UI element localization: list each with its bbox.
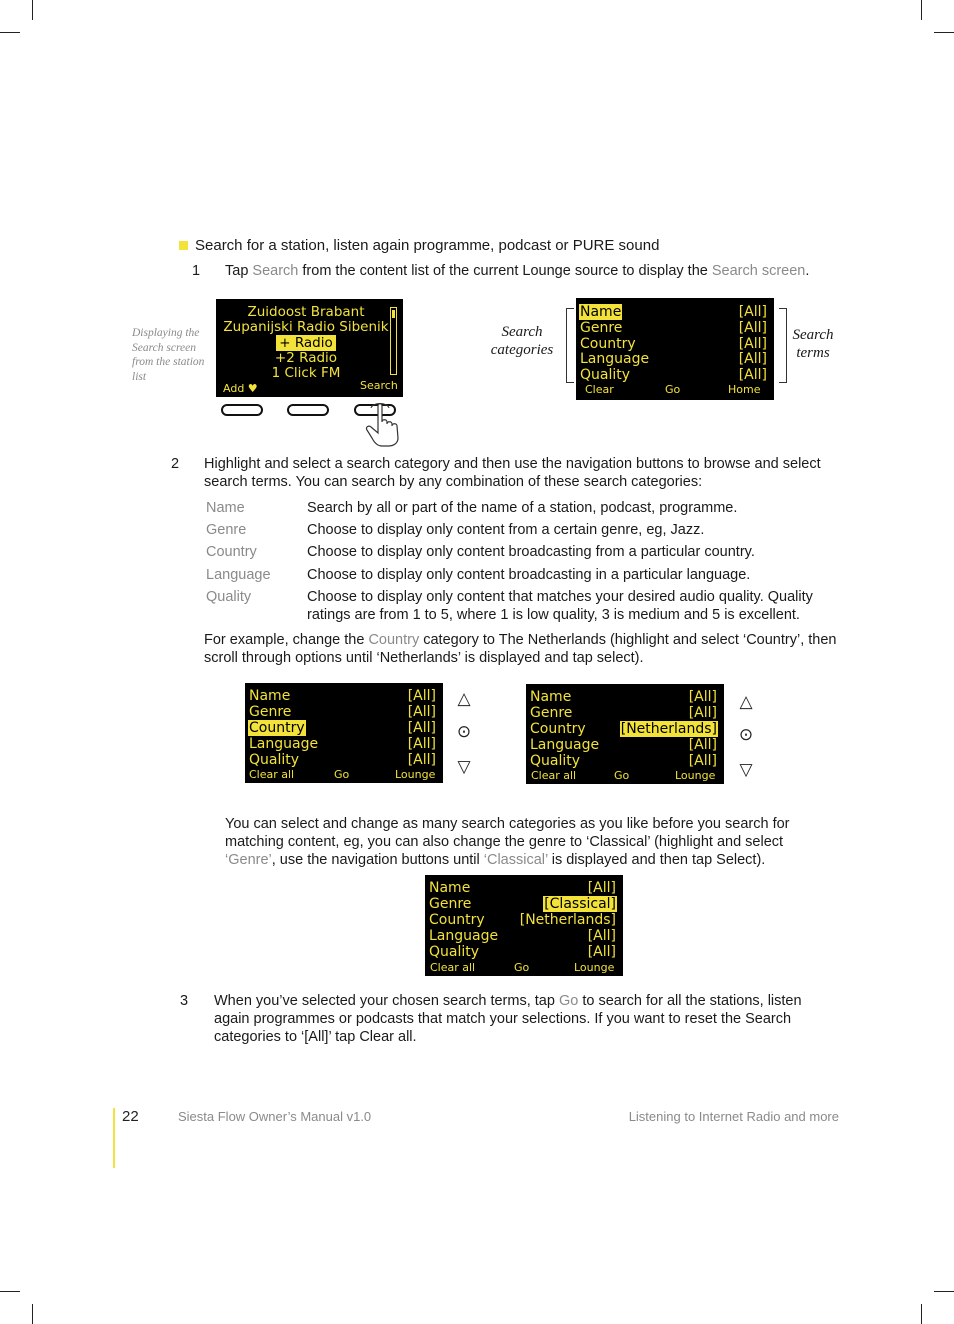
row-key: Language xyxy=(580,351,650,367)
nav-down-icon[interactable]: ▽ xyxy=(457,757,471,776)
search-row-genre[interactable] xyxy=(428,896,617,912)
search-row-language[interactable] xyxy=(529,737,718,753)
step1-pre: Tap xyxy=(225,263,253,279)
label-line: Search xyxy=(792,327,834,343)
station-line: Zupanijski Radio Sibenik xyxy=(223,319,389,335)
bullet-square-icon xyxy=(179,241,188,250)
category-name: Name xyxy=(206,500,245,516)
step3-pre: When you’ve selected your chosen search terms, tap xyxy=(214,993,559,1009)
label-search-terms xyxy=(790,326,836,362)
step1-post: . xyxy=(805,263,810,279)
search-row-genre[interactable] xyxy=(248,704,437,720)
clear-all-softkey-label: Clear all xyxy=(430,961,476,974)
footer-chapter-title: Listening to Internet Radio and more xyxy=(628,1109,839,1124)
page-number: 22 xyxy=(122,1108,139,1125)
lounge-softkey-label: Lounge xyxy=(395,768,436,781)
label-search-categories xyxy=(487,323,557,359)
para-line: matching content, eg, you can also change the genre to ‘Classical’ (highlight and select xyxy=(225,834,784,850)
row-value: [All] xyxy=(688,705,717,721)
row-key: Language xyxy=(429,928,499,944)
row-value: [All] xyxy=(407,704,436,720)
row-key: Genre xyxy=(429,896,472,912)
step3-number: 3 xyxy=(180,993,189,1009)
para-post: is displayed and then tap Select). xyxy=(547,852,766,868)
row-value: [All] xyxy=(738,367,767,383)
crop-mark xyxy=(921,0,922,20)
category-desc: Search by all or part of the name of a station, podcast, programme. xyxy=(307,500,738,516)
bracket-right xyxy=(779,308,787,383)
row-value: [All] xyxy=(688,753,717,769)
row-key: Name xyxy=(530,689,572,705)
softkey-middle-button[interactable] xyxy=(287,404,329,416)
station-line: 1 Click FM xyxy=(271,365,341,381)
step3-post: to search for all the stations, listen xyxy=(578,993,802,1009)
search-row-country[interactable] xyxy=(248,720,437,736)
classical-term: ‘Classical’ xyxy=(483,852,548,868)
row-value: [All] xyxy=(587,880,616,896)
search-row-country[interactable] xyxy=(428,912,617,928)
lounge-softkey-label: Lounge xyxy=(675,769,716,782)
step1-number: 1 xyxy=(192,263,201,279)
search-row-genre[interactable] xyxy=(529,705,718,721)
clear-all-softkey-label: Clear all xyxy=(531,769,577,782)
crop-mark xyxy=(32,0,33,20)
clear-all-softkey-label: Clear all xyxy=(249,768,295,781)
row-key: Language xyxy=(249,736,319,752)
search-row-country[interactable] xyxy=(529,721,718,737)
para-line: You can select and change as many search categories as you like before you search for xyxy=(225,816,790,832)
step1-search-term: Search xyxy=(252,263,299,279)
row-key: Quality xyxy=(580,367,631,383)
row-value: [All] xyxy=(587,928,616,944)
search-screen-country-selected xyxy=(245,683,443,783)
search-screen xyxy=(576,298,774,400)
row-value: [All] xyxy=(407,688,436,704)
step3-line: categories to ‘[All]’ tap Clear all. xyxy=(214,1029,417,1045)
category-desc-line: Choose to display only content that matches your desired audio quality. Quality xyxy=(307,589,813,605)
label-line: terms xyxy=(796,345,830,361)
tapping-hand-icon xyxy=(360,400,416,448)
row-key: Genre xyxy=(530,705,573,721)
row-value: [All] xyxy=(688,689,717,705)
clear-softkey-label: Clear xyxy=(585,383,614,396)
step2-text xyxy=(204,455,821,491)
row-key: Genre xyxy=(580,320,623,336)
row-value: [All] xyxy=(587,944,616,960)
search-row-country[interactable] xyxy=(579,336,768,352)
search-softkey-label: Search xyxy=(360,379,398,392)
row-value: [All] xyxy=(407,752,436,768)
nav-select-icon[interactable]: ⊙ xyxy=(738,725,754,744)
search-row-name[interactable] xyxy=(579,304,768,320)
search-row-quality[interactable] xyxy=(529,753,718,769)
category-desc: Choose to display only content broadcasting in a particular language. xyxy=(307,567,751,583)
category-name: Genre xyxy=(206,522,247,538)
category-name: Country xyxy=(206,544,257,560)
search-row-language[interactable] xyxy=(579,351,768,367)
crop-mark xyxy=(0,1291,20,1292)
station-line: Zuidoost Brabant xyxy=(247,304,365,320)
caption-line: list xyxy=(132,370,147,383)
step2-line: Highlight and select a search category and then use the navigation buttons to browse and select xyxy=(204,456,821,472)
caption-left xyxy=(132,326,204,384)
softkey-left-button[interactable] xyxy=(221,404,263,416)
step3-text xyxy=(214,992,802,1046)
step1-text xyxy=(225,262,809,280)
example-post: category to The Netherlands (highlight and select ‘Country’, then xyxy=(419,632,837,648)
label-line: Search xyxy=(501,324,543,340)
row-value: [All] xyxy=(407,720,436,736)
row-key: Country xyxy=(249,720,305,736)
station-list-screen xyxy=(216,299,403,397)
search-row-genre[interactable] xyxy=(579,320,768,336)
para-mid: , use the navigation buttons until xyxy=(271,852,484,868)
row-key: Name xyxy=(249,688,291,704)
row-value: [Netherlands] xyxy=(519,912,616,928)
nav-down-icon[interactable]: ▽ xyxy=(739,760,753,779)
go-softkey-label: Go xyxy=(334,768,350,781)
search-row-quality[interactable] xyxy=(579,367,768,383)
section-heading: Search for a station, listen again programme, podcast or PURE sound xyxy=(195,237,660,254)
go-softkey-label: Go xyxy=(665,383,681,396)
step2-line: search terms. You can search by any combination of these search categories: xyxy=(204,474,703,490)
go-softkey-label: Go xyxy=(514,961,530,974)
row-value: [All] xyxy=(738,336,767,352)
search-row-name[interactable] xyxy=(248,688,437,704)
row-key: Genre xyxy=(249,704,292,720)
step3-line: again programmes or podcasts that match your selections. If you want to reset the Search xyxy=(214,1011,792,1027)
add-label: Add xyxy=(223,382,245,395)
go-softkey-label: Go xyxy=(614,769,630,782)
category-name: Quality xyxy=(206,589,252,605)
crop-mark xyxy=(934,1291,954,1292)
footer-manual-title: Siesta Flow Owner’s Manual v1.0 xyxy=(178,1109,372,1124)
lounge-softkey-label: Lounge xyxy=(574,961,615,974)
footer-accent-bar xyxy=(113,1108,115,1168)
go-term: Go xyxy=(558,993,579,1009)
row-value: [All] xyxy=(688,737,717,753)
search-row-quality[interactable] xyxy=(248,752,437,768)
bracket-left xyxy=(566,308,574,383)
example-country-term: Country xyxy=(368,632,420,648)
nav-up-icon[interactable]: △ xyxy=(739,692,753,711)
step1-mid: from the content list of the current Lounge source to display the xyxy=(298,263,712,279)
row-key: Quality xyxy=(530,753,581,769)
step1-search-screen-term: Search screen xyxy=(711,263,806,279)
row-key: Country xyxy=(580,336,636,352)
row-key: Country xyxy=(530,721,586,737)
category-desc: Choose to display only content from a certain genre, eg, Jazz. xyxy=(307,522,705,538)
caption-line: from the station xyxy=(132,356,205,368)
example-paragraph xyxy=(204,631,836,667)
genre-term: ‘Genre’ xyxy=(225,852,272,868)
search-row-name[interactable] xyxy=(428,880,617,896)
row-value: [All] xyxy=(738,304,767,320)
label-line: categories xyxy=(490,342,554,358)
row-key: Country xyxy=(429,912,485,928)
row-value: [All] xyxy=(738,351,767,367)
row-value: [All] xyxy=(407,736,436,752)
row-key: Quality xyxy=(429,944,480,960)
crop-mark xyxy=(921,1304,922,1324)
nav-up-icon[interactable]: △ xyxy=(457,689,471,708)
station-line: +2 Radio xyxy=(274,350,338,366)
row-value-highlighted: [Classical] xyxy=(544,896,616,912)
example-pre: For example, change the xyxy=(204,632,369,648)
nav-select-icon[interactable]: ⊙ xyxy=(456,722,472,741)
caption-line: Displaying the xyxy=(132,327,200,339)
search-row-name[interactable] xyxy=(529,689,718,705)
category-desc-line: ratings are from 1 to 5, where 1 is low quality, 3 is medium and 5 is excellent. xyxy=(307,607,800,623)
scrollbar-thumb[interactable] xyxy=(392,310,395,318)
search-screen-netherlands xyxy=(526,684,724,784)
example-line2: scroll through options until ‘Netherlands’ is displayed and tap select). xyxy=(204,650,644,666)
crop-mark xyxy=(934,32,954,33)
step2-number: 2 xyxy=(171,456,180,472)
row-key: Name xyxy=(429,880,471,896)
search-row-quality[interactable] xyxy=(428,944,617,960)
station-line-highlighted[interactable]: + Radio xyxy=(276,335,336,351)
category-desc xyxy=(307,588,813,624)
search-row-language[interactable] xyxy=(248,736,437,752)
scrollbar[interactable] xyxy=(390,307,397,375)
home-softkey-label: Home xyxy=(728,383,761,396)
row-value-highlighted: [Netherlands] xyxy=(620,721,717,737)
add-softkey-label xyxy=(223,383,258,395)
search-screen-classical xyxy=(425,875,623,976)
row-key: Quality xyxy=(249,752,300,768)
more-categories-paragraph xyxy=(225,815,790,869)
crop-mark xyxy=(0,32,20,33)
row-key: Language xyxy=(530,737,600,753)
category-name: Language xyxy=(206,567,271,583)
search-row-language[interactable] xyxy=(428,928,617,944)
crop-mark xyxy=(32,1304,33,1324)
row-value: [All] xyxy=(738,320,767,336)
row-key: Name xyxy=(580,304,622,320)
caption-line: Search screen xyxy=(132,341,196,354)
heart-icon: ♥ xyxy=(247,382,258,395)
category-desc: Choose to display only content broadcasting from a particular country. xyxy=(307,544,755,560)
